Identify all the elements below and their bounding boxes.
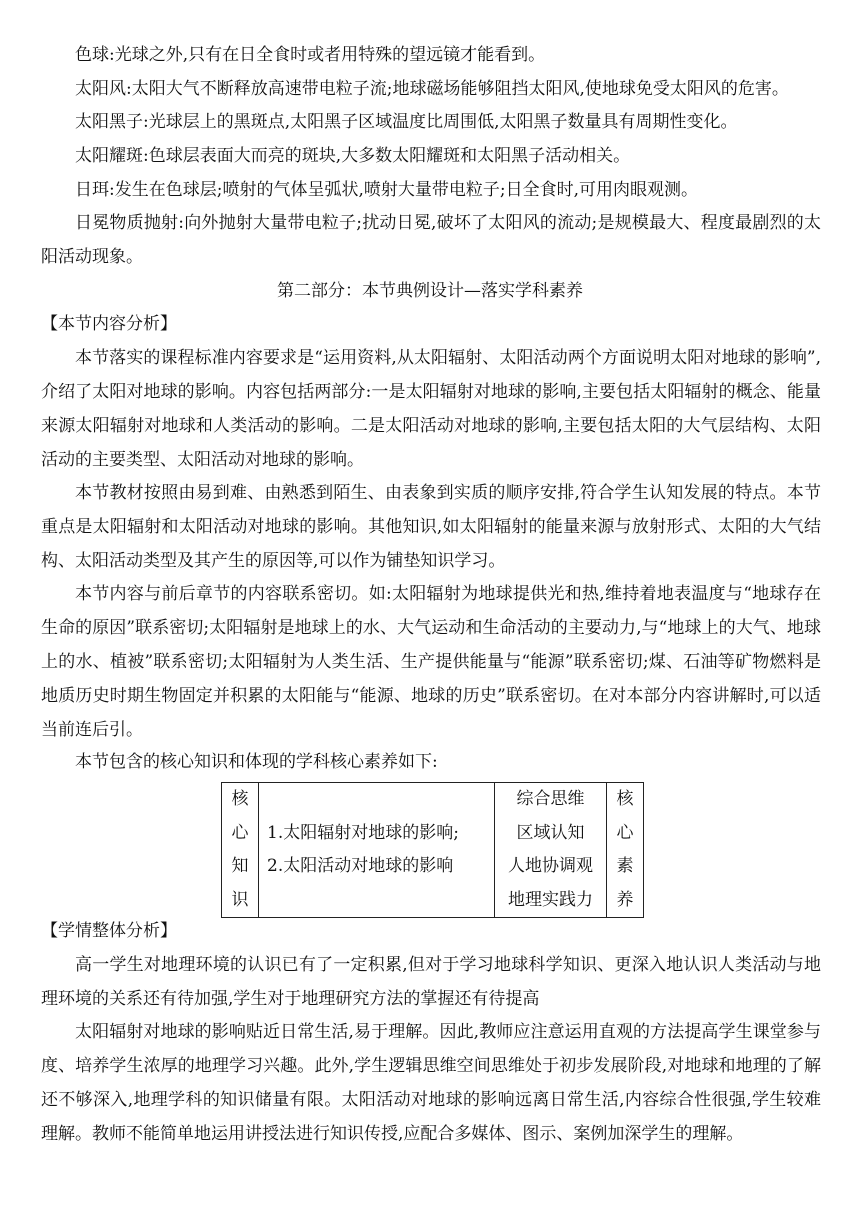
student-analysis-heading: 【学情整体分析】 — [41, 921, 177, 941]
knowledge-items-cell — [259, 783, 495, 918]
literacy-item-3: 人地协调观 — [508, 856, 593, 877]
paragraph-prominence: 日珥:发生在色球层;喷射的气体呈弧状,喷射大量带电粒子;日全食时,可用肉眼观测。 — [75, 180, 698, 200]
core-knowledge-table — [221, 782, 644, 918]
content-analysis-paragraph-4: 本节包含的核心知识和体现的学科核心素养如下: — [75, 752, 438, 772]
paragraph-cme: 日冕物质抛射:向外抛射大量带电粒子;扰动日冕,破坏了太阳风的流动;是规模最大、程度最剧烈的太阳活动现象。 — [41, 213, 821, 267]
part-two-title: 第二部分：本节典例设计—落实学科素养 — [277, 281, 583, 301]
core-knowledge-label: 核 心 知 识 — [222, 783, 259, 918]
paragraph-solar-flare: 太阳耀斑:色球层表面大而亮的斑块,大多数太阳耀斑和太阳黑子活动相关。 — [75, 146, 631, 166]
student-analysis-paragraph-1: 高一学生对地理环境的认识已有了一定积累,但对于学习地球科学知识、更深入地认识人类活动与地理环境的关系还有待加强,学生对于地理研究方法的掌握还有待提高 — [41, 955, 821, 1009]
paragraph-sunspot: 太阳黑子:光球层上的黑斑点,太阳黑子区域温度比周围低,太阳黑子数量具有周期性变化。 — [75, 112, 738, 132]
content-analysis-paragraph-3: 本节内容与前后章节的内容联系密切。如:太阳辐射为地球提供光和热,维持着地表温度与“地球存在生命的原因”联系密切;太阳辐射是地球上的水、大气运动和生命活动的主要动力,与“地球上的大气、地球上的水、植被”联系密切;太阳辐射为人类生活、生产提供能量与“能源”联系密切;煤、石油等矿物燃料是地质历史时期生物固定并积累的太阳能与“能源、地球的历史”联系密切。在对本部分内容讲解时,可以适当前连后引。 — [41, 584, 821, 740]
content-analysis-paragraph-1: 本节落实的课程标准内容要求是“运用资料,从太阳辐射、太阳活动两个方面说明太阳对地球的影响”,介绍了太阳对地球的影响。内容包括两部分:一是太阳辐射对地球的影响,主要包括太阳辐射的概念、能量来源太阳辐射对地球和人类活动的影响。二是太阳活动对地球的影响,主要包括太阳的大气层结构、太阳活动的主要类型、太阳活动对地球的影响。 — [41, 348, 821, 470]
core-literacy-label: 核 心 素 养 — [607, 783, 644, 918]
literacy-items-cell — [495, 783, 607, 918]
content-analysis-heading: 【本节内容分析】 — [41, 314, 177, 334]
literacy-item-2: 区域认知 — [516, 822, 585, 843]
student-analysis-paragraph-2: 太阳辐射对地球的影响贴近日常生活,易于理解。因此,教师应注意运用直观的方法提高学生课堂参与度、培养学生浓厚的地理学习兴趣。此外,学生逻辑思维空间思维处于初步发展阶段,对地球和地理的了解还不够深入,地理学科的知识储量有限。太阳活动对地球的影响远离日常生活,内容综合性很强,学生较难理解。教师不能简单地运用讲授法进行知识传授,应配合多媒体、图示、案例加深学生的理解。 — [41, 1022, 821, 1144]
literacy-item-1: 综合思维 — [516, 789, 585, 809]
literacy-item-4: 地理实践力 — [508, 889, 593, 910]
paragraph-chromosphere: 色球:光球之外,只有在日全食时或者用特殊的望远镜才能看到。 — [75, 45, 546, 65]
content-analysis-paragraph-2: 本节教材按照由易到难、由熟悉到陌生、由表象到实质的顺序安排,符合学生认知发展的特点。本节重点是太阳辐射和太阳活动对地球的影响。其他知识,如太阳辐射的能量来源与放射形式、太阳的大气结构、太阳活动类型及其产生的原因等,可以作为铺垫知识学习。 — [41, 483, 821, 571]
knowledge-item-1: 1.太阳辐射对地球的影响; — [267, 822, 459, 843]
knowledge-item-2: 2.太阳活动对地球的影响 — [267, 856, 454, 877]
paragraph-solar-wind: 太阳风:太阳大气不断释放高速带电粒子流;地球磁场能够阻挡太阳风,使地球免受太阳风的危害。 — [75, 79, 789, 99]
